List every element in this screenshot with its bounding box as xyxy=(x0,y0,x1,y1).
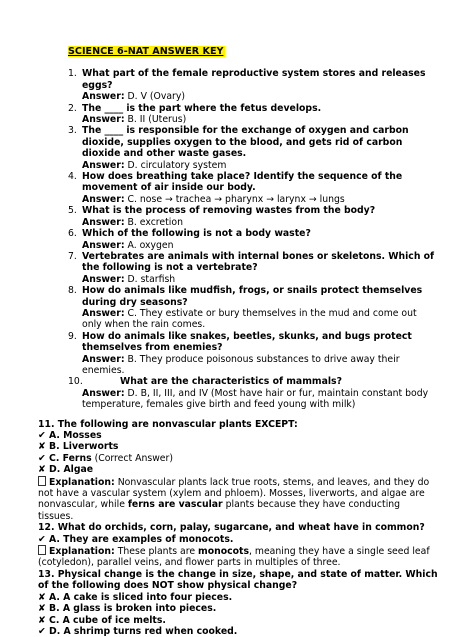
option-row xyxy=(38,441,438,452)
check-mark-icon: ✔ xyxy=(38,452,46,464)
question-number: 4. xyxy=(68,171,77,183)
cross-mark-icon: ✘ xyxy=(38,603,46,615)
answer-line xyxy=(82,240,438,251)
explanation-text: Nonvascular plants lack true roots, stems, and leaves, and they do not have a vascular system (xylem and phloem). Mosses, liverworts, and algae are nonvascular, while xyxy=(38,476,430,511)
answer-label: Answer: xyxy=(82,91,125,103)
answer-line xyxy=(82,354,438,377)
answer-line xyxy=(82,160,438,171)
answer-label: Answer: xyxy=(82,387,125,399)
question-number: 10. xyxy=(68,376,83,388)
question-text: How do animals like snakes, beetles, skunks, and bugs protect themselves from enemies? xyxy=(82,330,412,354)
question-item xyxy=(68,331,438,377)
answer-line xyxy=(82,274,438,285)
answer-text: D. circulatory system xyxy=(127,159,227,171)
question-text: What part of the female reproductive system stores and releases eggs? xyxy=(82,68,426,91)
question-13-text: 13. Physical change is the change in size, shape, and state of matter. Which of the following does NOT show physical change? xyxy=(38,568,438,592)
answer-text: C. They estivate or bury themselves in the mud and come out only when the rain comes. xyxy=(82,307,417,331)
explanation-label: Explanation: xyxy=(49,546,115,558)
question-item xyxy=(68,171,438,205)
answer-label: Answer: xyxy=(82,114,125,126)
option-row xyxy=(38,603,438,614)
question-text: How does breathing take place? Identify the sequence of the movement of air inside our body. xyxy=(82,171,403,194)
question-item xyxy=(68,125,438,171)
option-row xyxy=(38,464,438,475)
question-item xyxy=(68,205,438,228)
answer-label: Answer: xyxy=(82,307,125,319)
question-number: 1. xyxy=(68,68,77,80)
option-text: B. Liverworts xyxy=(49,441,119,453)
question-11-text: 11. The following are nonvascular plants EXCEPT: xyxy=(38,418,298,430)
section-multiple-choice xyxy=(38,419,438,637)
option-row xyxy=(38,534,438,545)
option-note: (Correct Answer) xyxy=(94,452,173,464)
answer-label: Answer: xyxy=(82,273,125,285)
explanation-block xyxy=(38,476,438,523)
question-12-text: 12. What do orchids, corn, palay, sugarcane, and wheat have in common? xyxy=(38,522,425,534)
explanation-text: These plants are xyxy=(117,546,199,558)
check-mark-icon: ✔ xyxy=(38,430,46,441)
question-number: 5. xyxy=(68,205,77,217)
option-text: D. A shrimp turns red when cooked. xyxy=(49,625,238,637)
option-text: A. They are examples of monocots. xyxy=(49,533,234,545)
question-item xyxy=(68,68,438,102)
question-item xyxy=(68,228,438,251)
answer-label: Answer: xyxy=(82,353,125,365)
option-text: C. A cube of ice melts. xyxy=(49,614,166,626)
option-row xyxy=(38,453,438,464)
question-number: 3. xyxy=(68,125,77,137)
question-number: 2. xyxy=(68,102,77,114)
answer-label: Answer: xyxy=(82,193,125,205)
question-text: Which of the following is not a body waste? xyxy=(82,228,311,240)
question-item xyxy=(68,285,438,331)
option-text: C. Ferns xyxy=(49,452,92,464)
check-mark-icon: ✔ xyxy=(38,625,46,637)
option-row xyxy=(38,430,438,441)
question-text: What is the process of removing wastes from the body? xyxy=(82,205,376,217)
missing-glyph-icon xyxy=(38,545,46,555)
answer-text: D. V (Ovary) xyxy=(127,91,185,103)
answer-line xyxy=(82,388,438,411)
explanation-label: Explanation: xyxy=(49,476,115,488)
question-list xyxy=(68,68,438,410)
question-number: 8. xyxy=(68,285,77,297)
question-item xyxy=(68,103,438,126)
question-text: Vertebrates are animals with internal bones or skeletons. Which of the following is not a vertebrate? xyxy=(82,250,435,274)
cross-mark-icon: ✘ xyxy=(38,441,46,453)
question-item xyxy=(68,251,438,285)
answer-line xyxy=(82,114,438,125)
question-text: The ____ is responsible for the exchange of oxygen and carbon dioxide, supplies oxygen to the blood, and gets rid of carbon dioxide and other waste gases. xyxy=(82,125,409,160)
answer-text: A. oxygen xyxy=(127,239,174,251)
option-text: A. A cake is sliced into four pieces. xyxy=(49,591,233,603)
option-row xyxy=(38,615,438,626)
explanation-emphasis: monocots xyxy=(198,546,249,558)
answer-text: B. They produce poisonous substances to drive away their enemies. xyxy=(82,353,400,376)
answer-text: B. II (Uterus) xyxy=(127,114,187,126)
answer-label: Answer: xyxy=(82,159,125,171)
answer-text: C. nose → trachea → pharynx → larynx → lungs xyxy=(127,193,345,205)
missing-glyph-icon xyxy=(38,476,46,486)
option-row xyxy=(38,626,438,637)
answer-label: Answer: xyxy=(82,216,125,228)
answer-line xyxy=(82,217,438,228)
answer-line xyxy=(82,91,438,102)
answer-text: D. B, II, III, and IV (Most have hair or fur, maintain constant body temperature, females give birth and feed young with milk) xyxy=(82,387,429,411)
explanation-block xyxy=(38,545,438,569)
question-number: 7. xyxy=(68,250,77,262)
answer-text: D. starfish xyxy=(127,273,176,285)
answer-line xyxy=(82,308,438,331)
cross-mark-icon: ✘ xyxy=(38,614,46,626)
explanation-text: plants because they have conducting tissues. xyxy=(38,499,401,522)
answer-label: Answer: xyxy=(82,239,125,251)
question-text: The ____ is the part where the fetus develops. xyxy=(82,102,322,114)
question-item xyxy=(68,376,438,410)
explanation-emphasis: ferns are vascular xyxy=(127,499,223,511)
question-text: What are the characteristics of mammals? xyxy=(120,376,342,388)
answer-text: B. excretion xyxy=(127,216,183,228)
option-row xyxy=(38,592,438,603)
option-text: D. Algae xyxy=(49,464,94,476)
explanation-text: , meaning they have a single seed leaf (cotyledon), parallel veins, and flower parts in multiples of three. xyxy=(38,546,430,569)
document-title: SCIENCE 6-NAT ANSWER KEY xyxy=(68,46,224,57)
option-text: B. A glass is broken into pieces. xyxy=(49,603,217,615)
cross-mark-icon: ✘ xyxy=(38,591,46,603)
question-text: How do animals like mudfish, frogs, or snails protect themselves during dry seasons? xyxy=(82,285,423,308)
question-number: 9. xyxy=(68,330,77,342)
check-mark-icon: ✔ xyxy=(38,533,46,545)
question-number: 6. xyxy=(68,228,77,240)
cross-mark-icon: ✘ xyxy=(38,464,46,476)
option-text: A. Mosses xyxy=(49,430,102,441)
answer-line xyxy=(82,194,438,205)
